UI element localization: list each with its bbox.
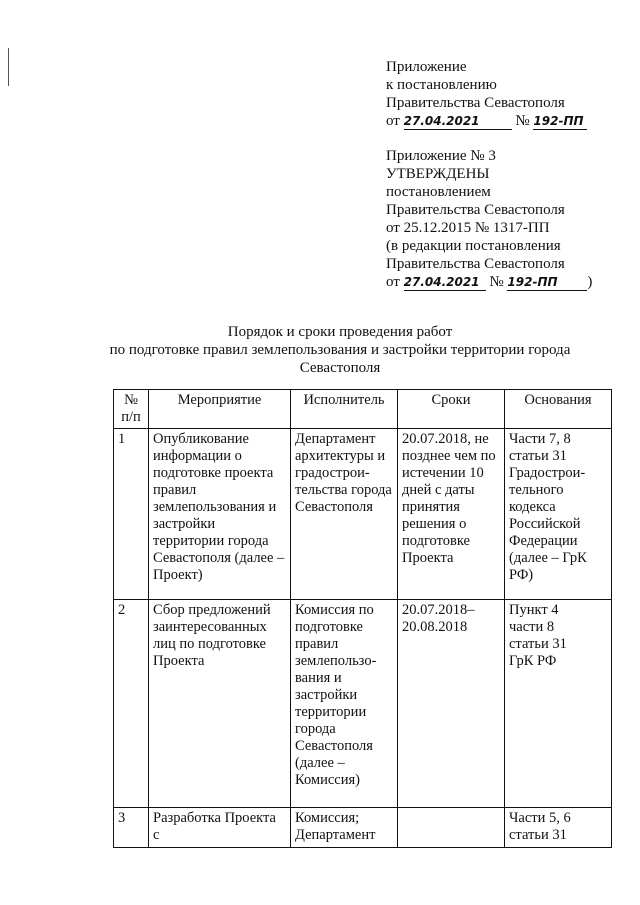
title-line: Севастополя xyxy=(299,360,381,376)
attachment3-date-line: от 27.04.2021 № 192-ПП ) xyxy=(386,274,593,290)
title-line: Порядок и сроки проведения работ xyxy=(227,324,453,340)
row-basis: Пункт 4 части 8 статьи 31 ГрК РФ xyxy=(505,600,612,808)
handwritten-number: 192-ПП xyxy=(533,114,584,128)
handwritten-number-field xyxy=(507,275,587,291)
table-header-row xyxy=(114,390,612,429)
row-terms: 20.07.2018– 20.08.2018 xyxy=(398,600,505,808)
attachment-line: к постановлению xyxy=(386,77,497,93)
attachment-line: Приложение xyxy=(386,59,467,75)
schedule-table xyxy=(113,389,612,848)
row-event: Сбор предложений заинтересованных лиц по подготовке Проекта xyxy=(149,600,291,808)
scan-edge-mark xyxy=(8,48,9,86)
title-line: по подготовке правил землепользования и застройки территории города xyxy=(109,342,571,358)
row-executor: Комиссия; Департамент xyxy=(291,808,398,848)
header-executor: Исполнитель xyxy=(291,390,398,429)
attachment3-line: постановлением xyxy=(386,184,491,200)
table-row xyxy=(114,600,612,808)
attachment3-block xyxy=(386,147,592,291)
row-executor: Комиссия по подготовке правил землепользо-вания и застройки территории города Севастополя (далее – Комиссия) xyxy=(291,600,398,808)
row-executor: Департамент архитектуры и градострои-тельства города Севастополя xyxy=(291,429,398,600)
row-basis: Части 7, 8 статьи 31 Градострои- тельного кодекса Российской Федерации (далее – ГрК РФ) xyxy=(505,429,612,600)
table-row xyxy=(114,808,612,848)
attachment3-line: Правительства Севастополя xyxy=(386,202,565,218)
handwritten-number-field xyxy=(533,114,587,130)
header-event: Мероприятие xyxy=(149,390,291,429)
attachment3-line: Правительства Севастополя xyxy=(386,256,565,272)
attachment3-line: от 25.12.2015 № 1317-ПП xyxy=(386,220,550,236)
header-num: № п/п xyxy=(114,390,149,429)
document-title xyxy=(80,323,600,377)
row-terms: 20.07.2018, не позднее чем по истечении 10 дней с даты принятия решения о подготовке Проекта xyxy=(398,429,505,600)
table-row xyxy=(114,429,612,600)
attachment3-line: (в редакции постановления xyxy=(386,238,561,254)
handwritten-date: 27.04.2021 xyxy=(403,275,480,289)
row-basis: Части 5, 6 статьи 31 xyxy=(505,808,612,848)
handwritten-date-field xyxy=(404,114,512,130)
handwritten-number: 192-ПП xyxy=(507,275,558,289)
attachment3-line: УТВЕРЖДЕНЫ xyxy=(386,166,490,182)
handwritten-date: 27.04.2021 xyxy=(403,114,480,128)
row-num: 1 xyxy=(114,429,149,600)
row-event: Разработка Проекта с xyxy=(149,808,291,848)
header-terms: Сроки xyxy=(398,390,505,429)
attachment-block xyxy=(386,58,587,130)
row-num: 3 xyxy=(114,808,149,848)
row-event: Опубликование информации о подготовке проекта правил землепользования и застройки территории города Севастополя (далее – Проект) xyxy=(149,429,291,600)
header-basis: Основания xyxy=(505,390,612,429)
attachment3-line: Приложение № 3 xyxy=(386,148,496,164)
row-terms xyxy=(398,808,505,848)
row-num: 2 xyxy=(114,600,149,808)
attachment-line: Правительства Севастополя xyxy=(386,95,565,111)
handwritten-date-field xyxy=(404,275,486,291)
attachment-date-line: от 27.04.2021 № 192-ПП xyxy=(386,112,587,130)
